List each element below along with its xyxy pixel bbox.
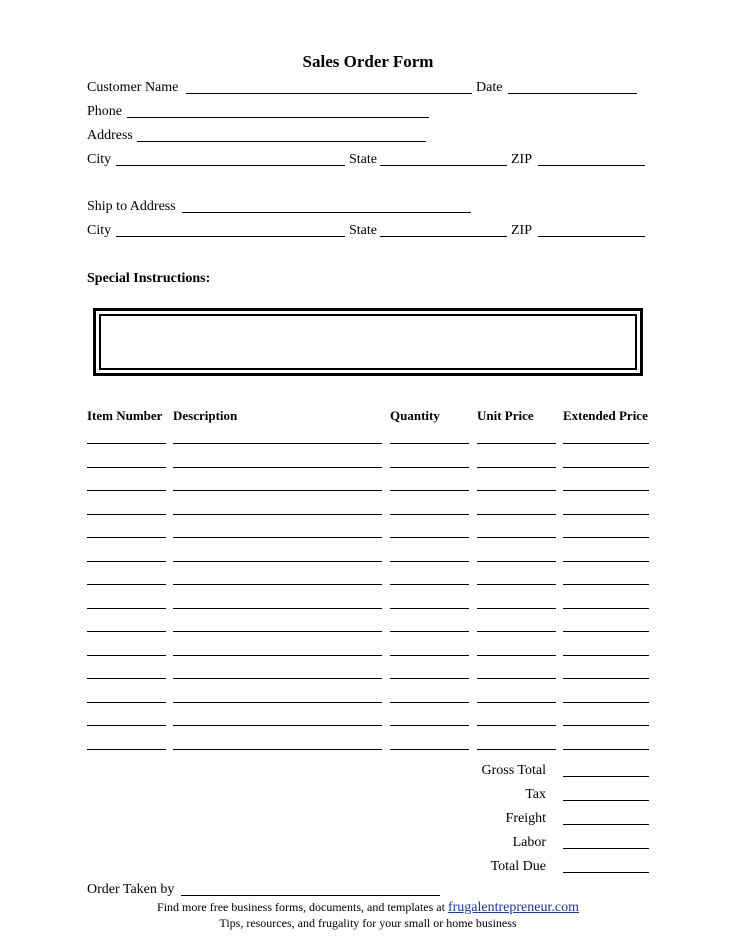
quantity-field[interactable] <box>390 537 469 538</box>
description-field[interactable] <box>173 608 382 609</box>
description-field[interactable] <box>173 631 382 632</box>
extended-price-field[interactable] <box>563 655 649 656</box>
quantity-field[interactable] <box>390 749 469 750</box>
unit-price-field[interactable] <box>477 514 556 515</box>
ship-state-field[interactable] <box>380 236 507 237</box>
tax-label: Tax <box>525 787 546 802</box>
unit-price-field[interactable] <box>477 749 556 750</box>
tax-field[interactable] <box>563 800 649 801</box>
form-title: Sales Order Form <box>302 52 434 71</box>
item-number-field[interactable] <box>87 655 166 656</box>
extended-price-field[interactable] <box>563 608 649 609</box>
unit-price-field[interactable] <box>477 561 556 562</box>
item-number-field[interactable] <box>87 584 166 585</box>
freight-field[interactable] <box>563 824 649 825</box>
customer-name-field[interactable] <box>186 93 472 94</box>
extended-price-field[interactable] <box>563 725 649 726</box>
quantity-field[interactable] <box>390 608 469 609</box>
description-field[interactable] <box>173 443 382 444</box>
gross-total-field[interactable] <box>563 776 649 777</box>
description-field[interactable] <box>173 490 382 491</box>
description-field[interactable] <box>173 514 382 515</box>
extended-price-field[interactable] <box>563 702 649 703</box>
special-instructions-box[interactable] <box>93 308 643 376</box>
date-label: Date <box>476 80 503 95</box>
ship-city-field[interactable] <box>116 236 345 237</box>
extended-price-field[interactable] <box>563 749 649 750</box>
description-field[interactable] <box>173 725 382 726</box>
quantity-field[interactable] <box>390 631 469 632</box>
column-header-quantity: Quantity <box>390 408 440 423</box>
special-instructions-label: Special Instructions: <box>87 271 211 286</box>
total-due-field[interactable] <box>563 872 649 873</box>
customer-name-label: Customer Name <box>87 80 179 95</box>
unit-price-field[interactable] <box>477 725 556 726</box>
unit-price-field[interactable] <box>477 443 556 444</box>
gross-total-label: Gross Total <box>481 763 546 778</box>
item-number-field[interactable] <box>87 749 166 750</box>
extended-price-field[interactable] <box>563 490 649 491</box>
item-number-field[interactable] <box>87 608 166 609</box>
description-field[interactable] <box>173 749 382 750</box>
phone-field[interactable] <box>127 117 429 118</box>
unit-price-field[interactable] <box>477 678 556 679</box>
state-label: State <box>349 152 377 167</box>
footer-line-1 <box>0 900 736 916</box>
labor-label: Labor <box>512 835 546 850</box>
item-number-field[interactable] <box>87 702 166 703</box>
labor-field[interactable] <box>563 848 649 849</box>
column-header-unit-price: Unit Price <box>477 408 534 423</box>
unit-price-field[interactable] <box>477 608 556 609</box>
column-header-item-number: Item Number <box>87 408 163 423</box>
unit-price-field[interactable] <box>477 537 556 538</box>
extended-price-field[interactable] <box>563 467 649 468</box>
footer-line-2: Tips, resources, and frugality for your small or home business <box>219 916 517 930</box>
unit-price-field[interactable] <box>477 702 556 703</box>
ship-zip-field[interactable] <box>538 236 645 237</box>
item-number-field[interactable] <box>87 631 166 632</box>
item-number-field[interactable] <box>87 561 166 562</box>
ship-to-address-label: Ship to Address <box>87 199 176 214</box>
item-number-field[interactable] <box>87 490 166 491</box>
description-field[interactable] <box>173 467 382 468</box>
extended-price-field[interactable] <box>563 561 649 562</box>
quantity-field[interactable] <box>390 561 469 562</box>
zip-label: ZIP <box>511 152 532 167</box>
extended-price-field[interactable] <box>563 631 649 632</box>
footer-link[interactable]: frugalentrepreneur.com <box>447 900 579 915</box>
description-field[interactable] <box>173 655 382 656</box>
date-field[interactable] <box>508 93 637 94</box>
extended-price-field[interactable] <box>563 537 649 538</box>
special-instructions-inner-border <box>99 314 637 370</box>
phone-label: Phone <box>87 104 122 119</box>
freight-label: Freight <box>505 811 546 826</box>
quantity-field[interactable] <box>390 584 469 585</box>
quantity-field[interactable] <box>390 490 469 491</box>
unit-price-field[interactable] <box>477 584 556 585</box>
footer-text: Find more free business forms, documents, and templates at <box>157 900 445 914</box>
city-label: City <box>87 152 112 167</box>
quantity-field[interactable] <box>390 655 469 656</box>
unit-price-field[interactable] <box>477 467 556 468</box>
unit-price-field[interactable] <box>477 490 556 491</box>
extended-price-field[interactable] <box>563 443 649 444</box>
zip-field[interactable] <box>538 165 645 166</box>
order-taken-by-label: Order Taken by <box>87 882 175 897</box>
column-header-extended-price: Extended Price <box>563 408 648 423</box>
quantity-field[interactable] <box>390 443 469 444</box>
extended-price-field[interactable] <box>563 678 649 679</box>
extended-price-field[interactable] <box>563 584 649 585</box>
item-number-field[interactable] <box>87 514 166 515</box>
description-field[interactable] <box>173 678 382 679</box>
total-due-label: Total Due <box>490 859 546 874</box>
ship-to-address-field[interactable] <box>182 212 471 213</box>
quantity-field[interactable] <box>390 678 469 679</box>
order-taken-by-field[interactable] <box>181 895 440 896</box>
item-number-field[interactable] <box>87 678 166 679</box>
ship-city-label: City <box>87 223 112 238</box>
description-field[interactable] <box>173 537 382 538</box>
quantity-field[interactable] <box>390 702 469 703</box>
quantity-field[interactable] <box>390 725 469 726</box>
description-field[interactable] <box>173 584 382 585</box>
quantity-field[interactable] <box>390 467 469 468</box>
description-field[interactable] <box>173 561 382 562</box>
item-number-field[interactable] <box>87 443 166 444</box>
address-label: Address <box>87 128 133 143</box>
address-field[interactable] <box>137 141 426 142</box>
state-field[interactable] <box>380 165 507 166</box>
item-number-field[interactable] <box>87 467 166 468</box>
unit-price-field[interactable] <box>477 631 556 632</box>
ship-zip-label: ZIP <box>511 223 532 238</box>
quantity-field[interactable] <box>390 514 469 515</box>
city-field[interactable] <box>116 165 345 166</box>
description-field[interactable] <box>173 702 382 703</box>
ship-state-label: State <box>349 223 377 238</box>
column-header-description: Description <box>173 408 238 423</box>
item-number-field[interactable] <box>87 725 166 726</box>
unit-price-field[interactable] <box>477 655 556 656</box>
item-number-field[interactable] <box>87 537 166 538</box>
extended-price-field[interactable] <box>563 514 649 515</box>
